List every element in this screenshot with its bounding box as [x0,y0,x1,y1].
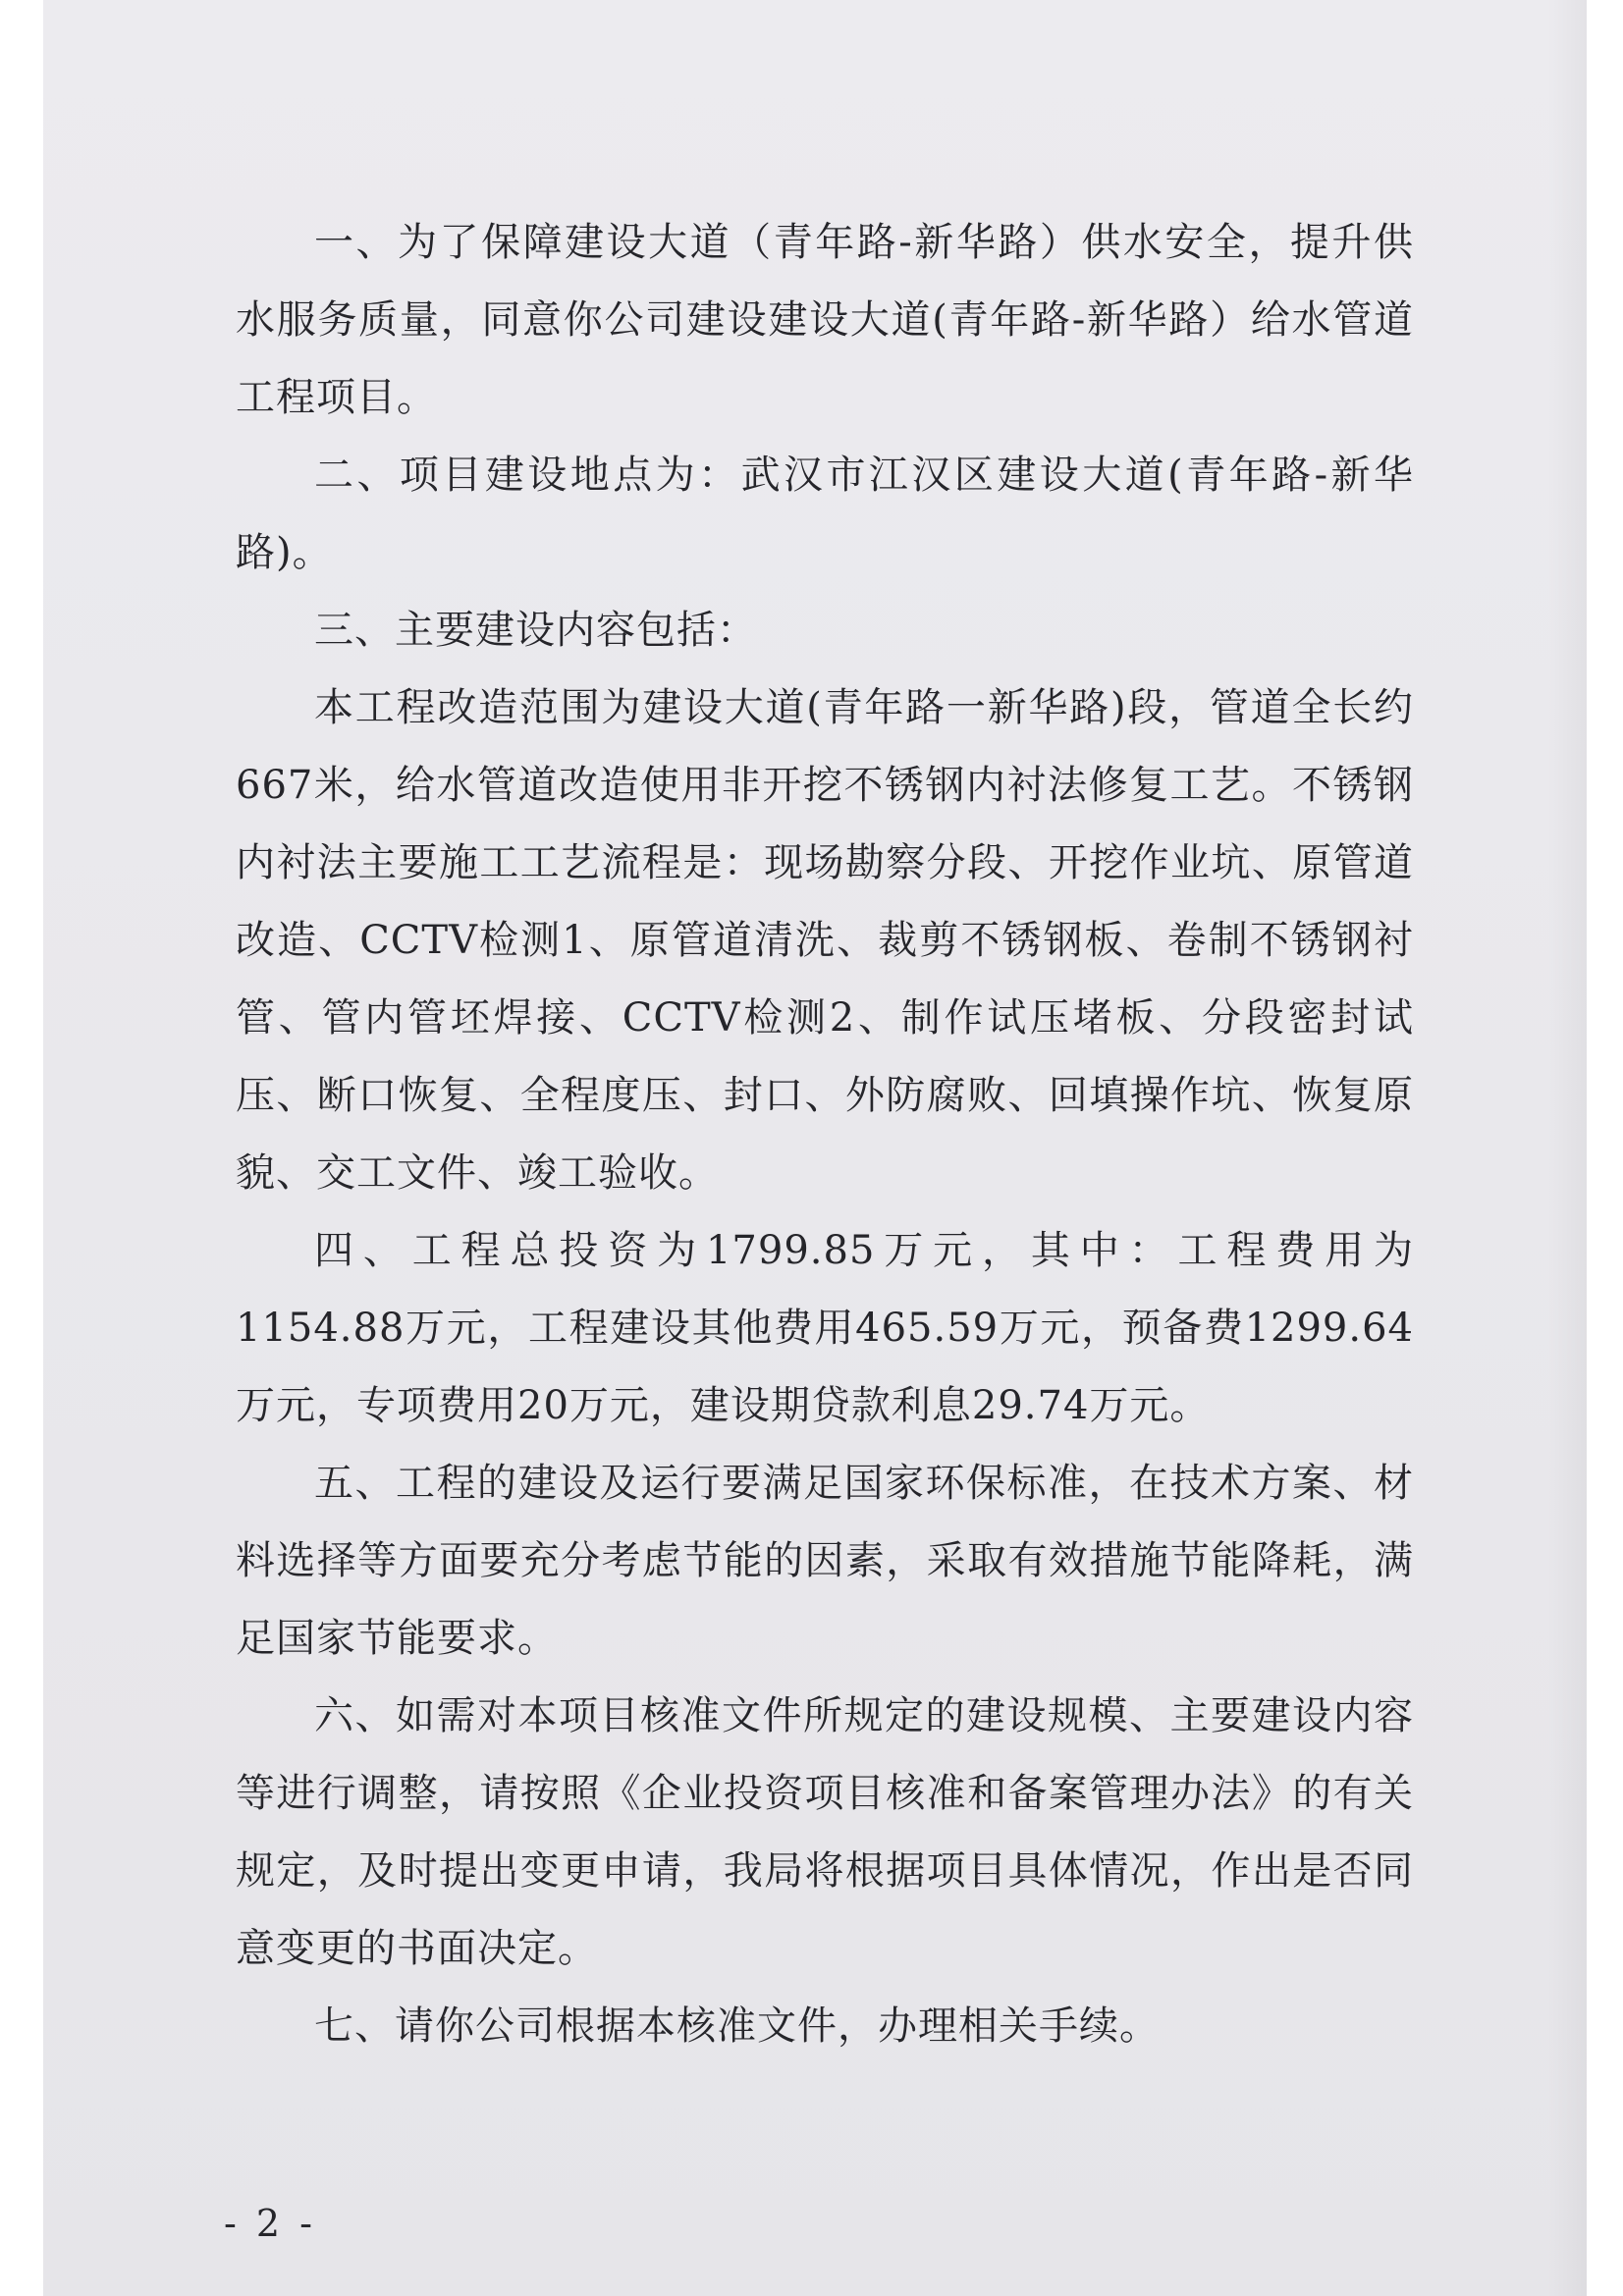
page-edge-shadow [1547,0,1587,2296]
paragraph-3: 三、主要建设内容包括： [314,608,757,653]
paragraph-8: 七、请你公司根据本核准文件，办理相关手续。 [314,2003,1160,2049]
paragraph-6: 五、工程的建设及运行要满足国家环保标准，在技术方案、材料选择等方面要充分考虑节能的因素，采取有效措施节能降耗，满足国家节能要求。 [236,1461,1414,1661]
paragraph-4: 本工程改造范围为建设大道(青年路一新华路)段，管道全长约667米，给水管道改造使用非开挖不锈钢内衬法修复工艺。不锈钢内衬法主要施工工艺流程是：现场勘察分段、开挖作业坑、原管道改造、CCTV检测1、原管道清洗、裁剪不锈钢板、卷制不锈钢衬管、管内管坯焊接、CCTV检测2、制作试压堵板、分段密封试压、断口恢复、全程度压、封口、外防腐败、回填操作坑、恢复原貌、交工文件、竣工验收。 [236,685,1414,1196]
paragraph-7: 六、如需对本项目核准文件所规定的建设规模、主要建设内容等进行调整，请按照《企业投资项目核准和备案管理办法》的有关规定，及时提出变更申请，我局将根据项目具体情况，作出是否同意变更的书面决定。 [236,1693,1414,1971]
paragraph-5: 四、工程总投资为1799.85万元，其中：工程费用为1154.88万元，工程建设其他费用465.59万元，预备费1299.64万元，专项费用20万元，建设期贷款利息29.74万元。 [236,1228,1414,1428]
paragraph-2: 二、项目建设地点为：武汉市江汉区建设大道(青年路-新华路)。 [236,453,1414,575]
document-body [236,204,1414,2065]
paragraph-1: 一、为了保障建设大道（青年路-新华路）供水安全，提升供水服务质量，同意你公司建设建设大道(青年路-新华路）给水管道工程项目。 [236,220,1414,420]
page-number: - 2 - [224,2202,317,2245]
